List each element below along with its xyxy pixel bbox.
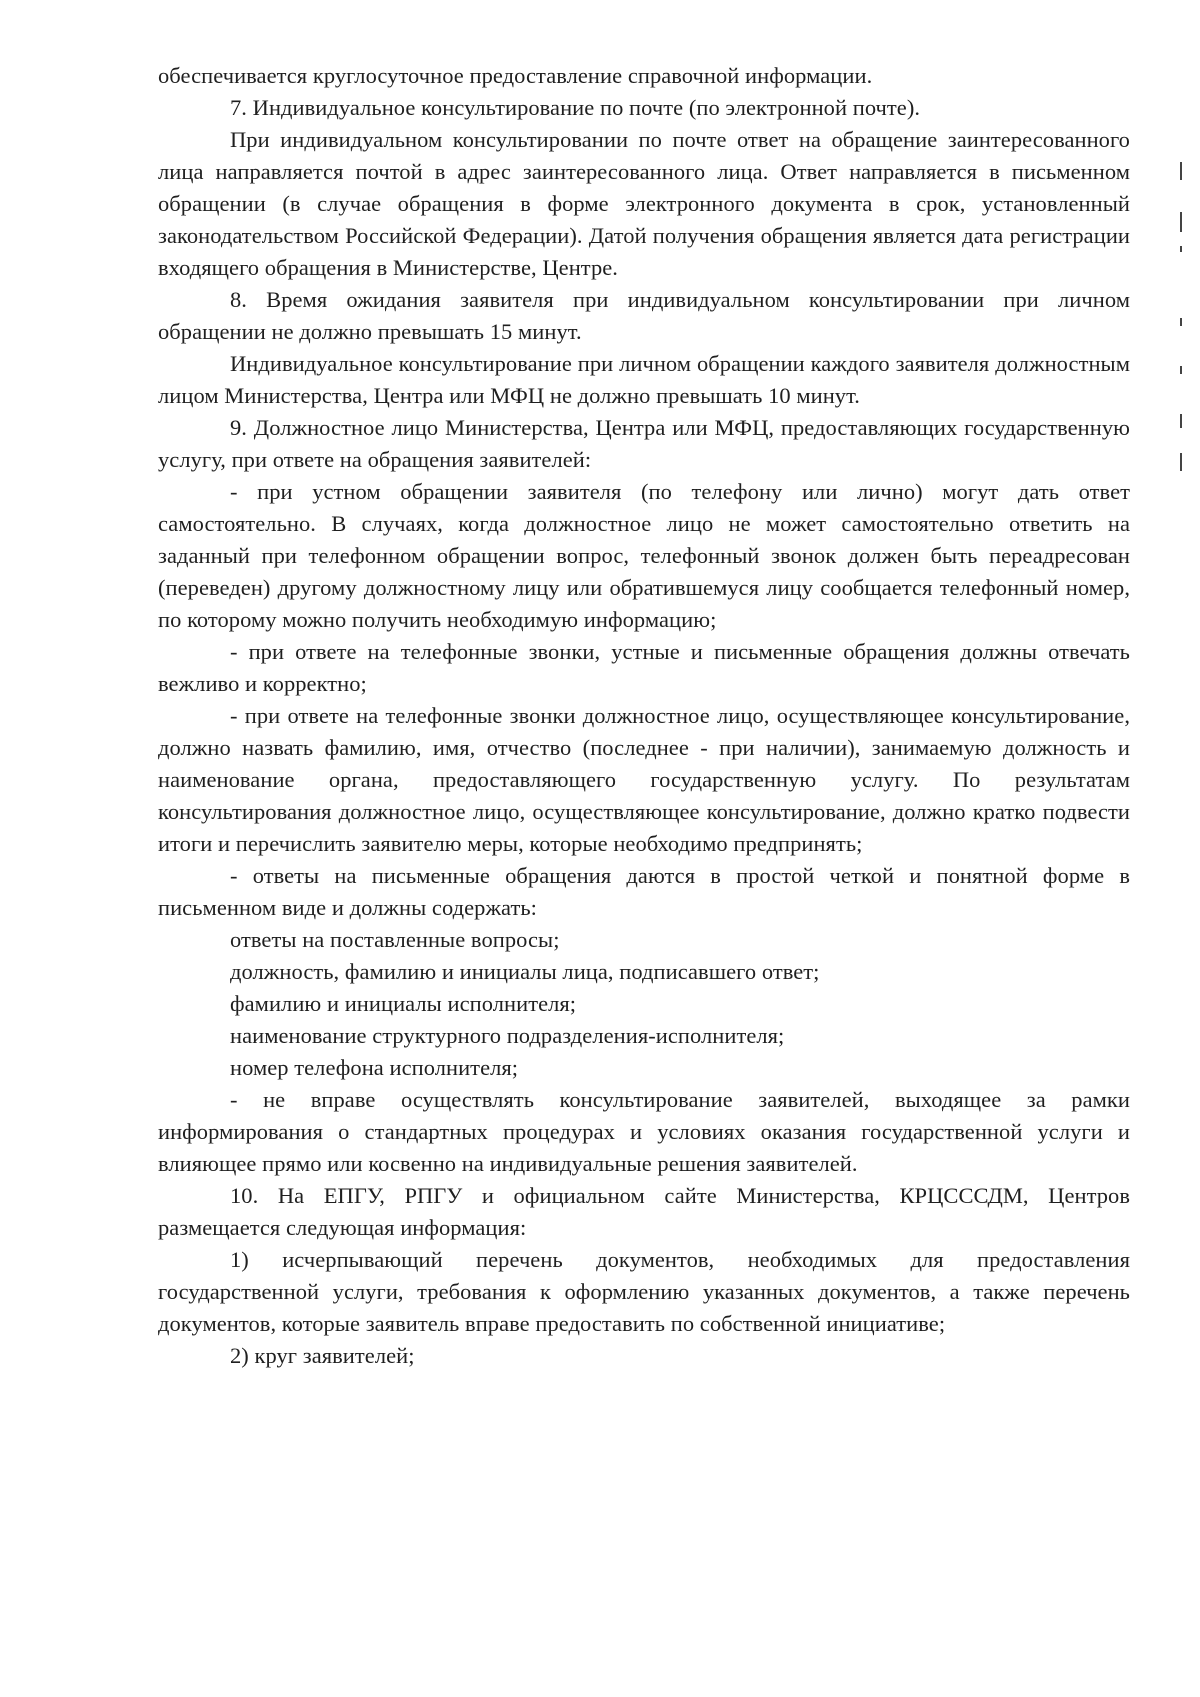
paragraph-documents-list: 1) исчерпывающий перечень документов, необходимых для предоставления государственной услуги, требования к оформлению указанных документов, а также перечень документов, которые заявитель вправе предоставить по собственной инициативе; — [158, 1247, 1130, 1336]
scan-edge-mark — [1180, 453, 1182, 471]
scan-edge-mark — [1180, 212, 1182, 232]
list-item-executor-phone: номер телефона исполнителя; — [230, 1055, 519, 1080]
list-item-executor-unit: наименование структурного подразделения-исполнителя; — [230, 1023, 785, 1048]
paragraph-polite-reply: - при ответе на телефонные звонки, устные и письменные обращения должны отвечать вежливо и корректно; — [158, 639, 1130, 696]
scan-edge-mark — [1180, 414, 1182, 428]
list-item-answers: ответы на поставленные вопросы; — [230, 927, 560, 952]
paragraph-oral-request: - при устном обращении заявителя (по телефону или лично) могут дать ответ самостоятельно. В случаях, когда должностное лицо не может самостоятельно ответить на заданный при телефонном обращении вопрос, телефонный звонок должен быть переадресован (переведен) другому должностному лицу или обратившемуся лицу сообщается телефонный номер, по которому можно получить необходимую информацию; — [158, 479, 1130, 632]
scan-edge-mark — [1180, 318, 1182, 326]
paragraph-item-8: 8. Время ожидания заявителя при индивидуальном консультировании при личном обращении не должно превышать 15 минут. — [158, 287, 1130, 344]
paragraph-personal-consulting: Индивидуальное консультирование при личном обращении каждого заявителя должностным лицом Министерства, Центра или МФЦ не должно превышать 10 минут. — [158, 351, 1130, 408]
paragraph-phone-reply: - при ответе на телефонные звонки должностное лицо, осуществляющее консультирование, должно назвать фамилию, имя, отчество (последнее - при наличии), занимаемую должность и наименование органа, предоставляющего государственную услугу. По результатам консультирования должностное лицо, осуществляющее консультирование, должно кратко подвести итоги и перечислить заявителю меры, которые необходимо предпринять; — [158, 703, 1130, 856]
scan-edge-mark — [1180, 366, 1182, 374]
document-body — [158, 60, 1130, 1372]
paragraph-item-7: 7. Индивидуальное консультирование по почте (по электронной почте). — [230, 95, 921, 120]
list-item-executor-name: фамилию и инициалы исполнителя; — [230, 991, 577, 1016]
paragraph-item-10: 10. На ЕПГУ, РПГУ и официальном сайте Министерства, КРЦСССДМ, Центров размещается следующая информация: — [158, 1183, 1130, 1240]
paragraph-written-reply: - ответы на письменные обращения даются в простой четкой и понятной форме в письменном виде и должны содержать: — [158, 863, 1130, 920]
paragraph-mail-consulting: При индивидуальном консультировании по почте ответ на обращение заинтересованного лица направляется почтой в адрес заинтересованного лица. Ответ направляется в письменном обращении (в случае обращения в форме электронного документа в срок, установленный законодательством Российской Федерации). Датой получения обращения является дата регистрации входящего обращения в Министерстве, Центре. — [158, 127, 1130, 280]
paragraph-continuation: обеспечивается круглосуточное предоставление справочной информации. — [158, 63, 873, 88]
paragraph-applicants-circle: 2) круг заявителей; — [230, 1343, 415, 1368]
scan-edge-mark — [1180, 246, 1182, 252]
scan-edge-mark — [1180, 162, 1182, 180]
list-item-signer: должность, фамилию и инициалы лица, подписавшего ответ; — [230, 959, 820, 984]
paragraph-scope-limit: - не вправе осуществлять консультирование заявителей, выходящее за рамки информирования о стандартных процедурах и условиях оказания государственной услуги и влияющее прямо или косвенно на индивидуальные решения заявителей. — [158, 1087, 1130, 1176]
paragraph-item-9: 9. Должностное лицо Министерства, Центра или МФЦ, предоставляющих государственную услугу, при ответе на обращения заявителей: — [158, 415, 1130, 472]
